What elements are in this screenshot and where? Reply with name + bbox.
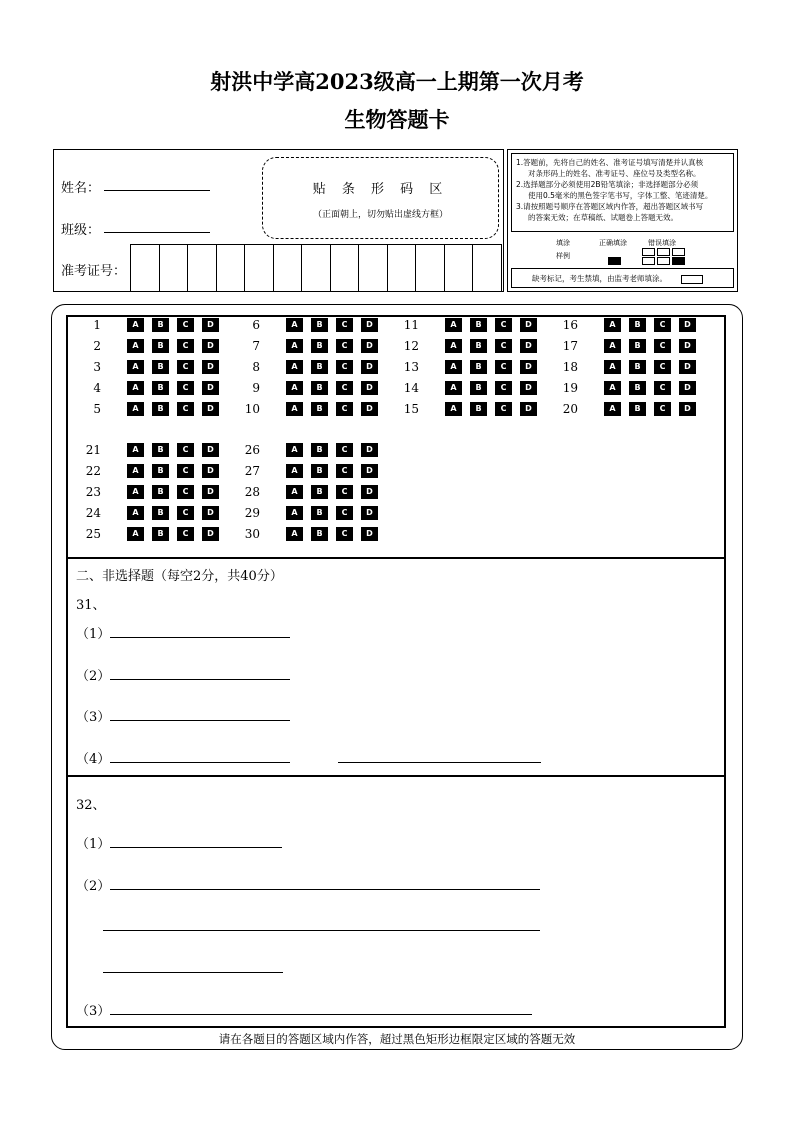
option-bubble-a[interactable]: A: [127, 339, 144, 353]
option-bubble-c[interactable]: C: [177, 318, 194, 332]
notes-text: [511, 153, 734, 232]
question-number: 29: [244, 506, 260, 520]
option-bubble-a[interactable]: A: [127, 381, 144, 395]
question-divider: [66, 775, 726, 777]
option-bubble-a[interactable]: A: [127, 527, 144, 541]
choice-question-row: [550, 318, 696, 332]
choice-question-row: [391, 402, 537, 416]
question-number: 28: [244, 485, 260, 499]
option-bubble-d[interactable]: D: [202, 339, 219, 353]
option-bubble-a[interactable]: A: [286, 381, 303, 395]
note-line: 使用0.5毫米的黑色签字笔书写，字体工整、笔迹清楚。: [528, 191, 713, 200]
section-divider: [66, 557, 726, 559]
choice-question-row: [73, 506, 219, 520]
question-number: 11: [403, 318, 419, 332]
option-bubble-b[interactable]: B: [629, 381, 646, 395]
fill-label: 填涂: [556, 239, 570, 247]
answer-area-border: [66, 315, 726, 1028]
option-bubble-d[interactable]: D: [202, 464, 219, 478]
question-number: 1: [93, 318, 101, 332]
option-bubble-d[interactable]: D: [520, 360, 537, 374]
option-bubble-a[interactable]: A: [286, 339, 303, 353]
question-number: 9: [252, 381, 260, 395]
option-bubble-a[interactable]: A: [127, 464, 144, 478]
q31-label: 31、: [76, 598, 106, 613]
question-number: 15: [403, 402, 419, 416]
question-number: 10: [244, 402, 260, 416]
option-bubble-b[interactable]: B: [152, 506, 169, 520]
sample-label: 样例: [556, 252, 570, 260]
barcode-title: 贴 条 形 码 区: [312, 182, 449, 197]
option-bubble-b[interactable]: B: [152, 527, 169, 541]
q31-part-label: （2）: [76, 669, 111, 684]
option-bubble-c[interactable]: C: [177, 381, 194, 395]
q32-part-label: （2）: [76, 879, 111, 894]
q32-label: 32、: [76, 798, 106, 813]
note-line: 2.选择题部分必须使用2B铅笔填涂；非选择题部分必须: [516, 180, 699, 189]
option-bubble-d[interactable]: D: [361, 506, 378, 520]
answer-line[interactable]: [338, 762, 541, 763]
footer-note: 请在各题目的答题区域内作答，超过黑色矩形边框限定区域的答题无效: [218, 1032, 576, 1046]
option-bubble-c[interactable]: C: [177, 443, 194, 457]
option-bubble-b[interactable]: B: [311, 485, 328, 499]
choice-question-row: [232, 318, 378, 332]
question-number: 24: [85, 506, 101, 520]
option-bubble-c[interactable]: C: [177, 339, 194, 353]
choice-question-row: [550, 360, 696, 374]
option-bubble-d[interactable]: D: [361, 464, 378, 478]
barcode-area: [262, 157, 499, 239]
answer-line[interactable]: [110, 889, 540, 890]
option-bubble-b[interactable]: B: [152, 485, 169, 499]
question-number: 7: [252, 339, 260, 353]
note-line: 的答案无效；在草稿纸、试题卷上答题无效。: [528, 213, 678, 222]
option-bubble-c[interactable]: C: [495, 318, 512, 332]
option-bubble-a[interactable]: A: [604, 381, 621, 395]
option-bubble-a[interactable]: A: [127, 360, 144, 374]
answer-line[interactable]: [110, 637, 290, 638]
option-bubble-b[interactable]: B: [152, 360, 169, 374]
option-bubble-a[interactable]: A: [286, 464, 303, 478]
option-bubble-b[interactable]: B: [152, 318, 169, 332]
option-bubble-b[interactable]: B: [311, 464, 328, 478]
question-number: 17: [562, 339, 578, 353]
question-number: 5: [93, 402, 101, 416]
option-bubble-a[interactable]: A: [445, 339, 462, 353]
option-bubble-c[interactable]: C: [177, 402, 194, 416]
option-bubble-c[interactable]: C: [177, 527, 194, 541]
option-bubble-c[interactable]: C: [336, 381, 353, 395]
question-number: 18: [562, 360, 578, 374]
option-bubble-d[interactable]: D: [202, 381, 219, 395]
question-number: 20: [562, 402, 578, 416]
option-bubble-d[interactable]: D: [202, 443, 219, 457]
exam-id-cell[interactable]: [473, 244, 502, 291]
option-bubble-d[interactable]: D: [202, 318, 219, 332]
choice-question-row: [232, 527, 378, 541]
question-number: 2: [93, 339, 101, 353]
option-bubble-c[interactable]: C: [336, 443, 353, 457]
note-line: 对条形码上的姓名、准考证号、座位号及类型名称。: [528, 169, 701, 178]
q31-part-label: （1）: [76, 627, 111, 642]
choice-question-row: [391, 318, 537, 332]
exam-id-cell[interactable]: [274, 244, 303, 291]
question-number: 8: [252, 360, 260, 374]
choice-question-row: [391, 381, 537, 395]
question-number: 3: [93, 360, 101, 374]
question-number: 27: [244, 464, 260, 478]
option-bubble-a[interactable]: A: [445, 318, 462, 332]
q32-part-label: （3）: [76, 1004, 111, 1019]
option-bubble-a[interactable]: A: [286, 485, 303, 499]
option-bubble-a[interactable]: A: [445, 381, 462, 395]
question-number: 19: [562, 381, 578, 395]
option-bubble-d[interactable]: D: [361, 318, 378, 332]
absent-note: 缺考标记，考生禁填，由监考老师填涂。: [532, 274, 667, 283]
choice-question-row: [232, 339, 378, 353]
option-bubble-a[interactable]: A: [127, 402, 144, 416]
option-bubble-b[interactable]: B: [152, 443, 169, 457]
exam-id-cell[interactable]: [131, 244, 160, 291]
question-number: 12: [403, 339, 419, 353]
option-bubble-b[interactable]: B: [311, 381, 328, 395]
option-bubble-d[interactable]: D: [202, 360, 219, 374]
choice-question-row: [73, 360, 219, 374]
option-bubble-c[interactable]: C: [495, 339, 512, 353]
option-bubble-b[interactable]: B: [470, 318, 487, 332]
class-field[interactable]: [104, 232, 210, 233]
choice-question-row: [232, 381, 378, 395]
option-bubble-c[interactable]: C: [654, 339, 671, 353]
wrong-fill-label: 错误填涂: [648, 239, 676, 247]
option-bubble-d[interactable]: D: [361, 402, 378, 416]
choice-question-row: [391, 339, 537, 353]
choice-question-row: [73, 485, 219, 499]
option-bubble-b[interactable]: B: [629, 318, 646, 332]
option-bubble-d[interactable]: D: [679, 339, 696, 353]
question-number: 4: [93, 381, 101, 395]
choice-question-row: [232, 443, 378, 457]
option-bubble-d[interactable]: D: [202, 402, 219, 416]
option-bubble-a[interactable]: A: [127, 485, 144, 499]
exam-id-cell[interactable]: [302, 244, 331, 291]
exam-id-cell[interactable]: [388, 244, 417, 291]
option-bubble-a[interactable]: A: [445, 360, 462, 374]
option-bubble-a[interactable]: A: [445, 402, 462, 416]
option-bubble-b[interactable]: B: [470, 339, 487, 353]
option-bubble-d[interactable]: D: [520, 402, 537, 416]
option-bubble-c[interactable]: C: [177, 464, 194, 478]
option-bubble-d[interactable]: D: [361, 527, 378, 541]
question-number: 6: [252, 318, 260, 332]
option-bubble-b[interactable]: B: [152, 402, 169, 416]
option-bubble-a[interactable]: A: [286, 527, 303, 541]
option-bubble-c[interactable]: C: [495, 402, 512, 416]
choice-question-row: [550, 381, 696, 395]
question-number: 26: [244, 443, 260, 457]
choice-question-row: [73, 527, 219, 541]
note-line: 1.答题前，先将自己的姓名、准考证号填写清楚并认真核: [516, 158, 704, 167]
option-bubble-c[interactable]: C: [336, 485, 353, 499]
option-bubble-a[interactable]: A: [604, 402, 621, 416]
option-bubble-c[interactable]: C: [495, 360, 512, 374]
question-number: 14: [403, 381, 419, 395]
absent-mark-box: [511, 268, 734, 288]
option-bubble-d[interactable]: D: [520, 318, 537, 332]
exam-subtitle: 生物答题卡: [344, 107, 450, 132]
option-bubble-b[interactable]: B: [311, 360, 328, 374]
choice-question-row: [73, 339, 219, 353]
option-bubble-c[interactable]: C: [336, 506, 353, 520]
option-bubble-b[interactable]: B: [470, 402, 487, 416]
name-field[interactable]: [104, 190, 210, 191]
option-bubble-d[interactable]: D: [361, 485, 378, 499]
option-bubble-d[interactable]: D: [202, 485, 219, 499]
note-line: 3.请按照题号顺序在答题区域内作答，超出答题区域书写: [516, 202, 704, 211]
exam-id-cell[interactable]: [359, 244, 388, 291]
exam-id-cell[interactable]: [217, 244, 246, 291]
q32-part-label: （1）: [76, 837, 111, 852]
option-bubble-a[interactable]: A: [286, 318, 303, 332]
option-bubble-c[interactable]: C: [495, 381, 512, 395]
option-bubble-a[interactable]: A: [127, 443, 144, 457]
answer-line[interactable]: [110, 679, 290, 680]
choice-question-row: [232, 464, 378, 478]
question-number: 23: [85, 485, 101, 499]
option-bubble-d[interactable]: D: [679, 318, 696, 332]
option-bubble-b[interactable]: B: [311, 402, 328, 416]
choice-question-row: [550, 339, 696, 353]
correct-fill-label: 正确填涂: [599, 239, 627, 247]
exam-id-cell[interactable]: [445, 244, 474, 291]
option-bubble-c[interactable]: C: [177, 506, 194, 520]
exam-id-cell[interactable]: [331, 244, 360, 291]
choice-question-row: [232, 506, 378, 520]
option-bubble-c[interactable]: C: [177, 485, 194, 499]
option-bubble-c[interactable]: C: [336, 402, 353, 416]
question-number: 25: [85, 527, 101, 541]
option-bubble-a[interactable]: A: [286, 506, 303, 520]
exam-id-label: 准考证号：: [61, 264, 127, 279]
exam-id-cell[interactable]: [188, 244, 217, 291]
choice-question-row: [232, 402, 378, 416]
option-bubble-b[interactable]: B: [311, 443, 328, 457]
choice-question-row: [391, 360, 537, 374]
barcode-note: （正面朝上，切勿贴出虚线方框）: [312, 210, 448, 220]
option-bubble-d[interactable]: D: [361, 381, 378, 395]
question-number: 22: [85, 464, 101, 478]
answer-line[interactable]: [103, 930, 540, 931]
wrong-fill-samples: [642, 246, 687, 265]
choice-question-row: [232, 485, 378, 499]
option-bubble-b[interactable]: B: [311, 506, 328, 520]
option-bubble-d[interactable]: D: [520, 339, 537, 353]
option-bubble-b[interactable]: B: [311, 527, 328, 541]
option-bubble-b[interactable]: B: [311, 339, 328, 353]
exam-id-cell[interactable]: [416, 244, 445, 291]
question-number: 16: [562, 318, 578, 332]
option-bubble-c[interactable]: C: [336, 527, 353, 541]
option-bubble-a[interactable]: A: [286, 360, 303, 374]
option-bubble-c[interactable]: C: [654, 318, 671, 332]
question-number: 21: [85, 443, 101, 457]
option-bubble-c[interactable]: C: [336, 339, 353, 353]
choice-question-row: [73, 381, 219, 395]
option-bubble-a[interactable]: A: [286, 443, 303, 457]
option-bubble-a[interactable]: A: [286, 402, 303, 416]
option-bubble-c[interactable]: C: [336, 360, 353, 374]
answer-line[interactable]: [110, 1014, 532, 1015]
choice-question-row: [550, 402, 696, 416]
option-bubble-a[interactable]: A: [127, 506, 144, 520]
option-bubble-d[interactable]: D: [361, 339, 378, 353]
choice-question-row: [73, 318, 219, 332]
option-bubble-a[interactable]: A: [127, 318, 144, 332]
q31-part-label: （3）: [76, 710, 111, 725]
exam-id-cell[interactable]: [160, 244, 189, 291]
answer-line[interactable]: [110, 720, 290, 721]
option-bubble-d[interactable]: D: [520, 381, 537, 395]
option-bubble-b[interactable]: B: [629, 360, 646, 374]
answer-line[interactable]: [110, 847, 282, 848]
question-number: 30: [244, 527, 260, 541]
question-number: 13: [403, 360, 419, 374]
option-bubble-b[interactable]: B: [311, 318, 328, 332]
option-bubble-c[interactable]: C: [654, 360, 671, 374]
option-bubble-c[interactable]: C: [336, 318, 353, 332]
class-label: 班级：: [61, 223, 101, 238]
option-bubble-c[interactable]: C: [654, 402, 671, 416]
correct-fill-sample: [608, 250, 623, 269]
option-bubble-d[interactable]: D: [361, 443, 378, 457]
option-bubble-d[interactable]: D: [679, 381, 696, 395]
choice-question-row: [73, 443, 219, 457]
exam-id-grid[interactable]: [130, 244, 502, 291]
option-bubble-c[interactable]: C: [177, 360, 194, 374]
choice-question-row: [73, 464, 219, 478]
absent-mark-checkbox[interactable]: [681, 275, 703, 284]
option-bubble-a[interactable]: A: [604, 360, 621, 374]
option-bubble-d[interactable]: D: [361, 360, 378, 374]
option-bubble-d[interactable]: D: [679, 360, 696, 374]
option-bubble-b[interactable]: B: [470, 381, 487, 395]
option-bubble-b[interactable]: B: [470, 360, 487, 374]
section2-title: 二、非选择题（每空2分，共40分）: [76, 569, 283, 584]
option-bubble-b[interactable]: B: [629, 339, 646, 353]
option-bubble-d[interactable]: D: [202, 506, 219, 520]
option-bubble-b[interactable]: B: [152, 339, 169, 353]
q31-part-label: （4）: [76, 752, 111, 767]
answer-line[interactable]: [110, 762, 290, 763]
option-bubble-b[interactable]: B: [629, 402, 646, 416]
answer-line[interactable]: [103, 972, 283, 973]
choice-question-row: [73, 402, 219, 416]
option-bubble-d[interactable]: D: [202, 527, 219, 541]
option-bubble-c[interactable]: C: [654, 381, 671, 395]
name-label: 姓名：: [61, 181, 101, 196]
choice-question-row: [232, 360, 378, 374]
exam-title: 射洪中学高2023级高一上期第一次月考: [210, 69, 584, 94]
exam-id-cell[interactable]: [245, 244, 274, 291]
option-bubble-b[interactable]: B: [152, 381, 169, 395]
option-bubble-c[interactable]: C: [336, 464, 353, 478]
option-bubble-a[interactable]: A: [604, 339, 621, 353]
option-bubble-b[interactable]: B: [152, 464, 169, 478]
option-bubble-d[interactable]: D: [679, 402, 696, 416]
option-bubble-a[interactable]: A: [604, 318, 621, 332]
